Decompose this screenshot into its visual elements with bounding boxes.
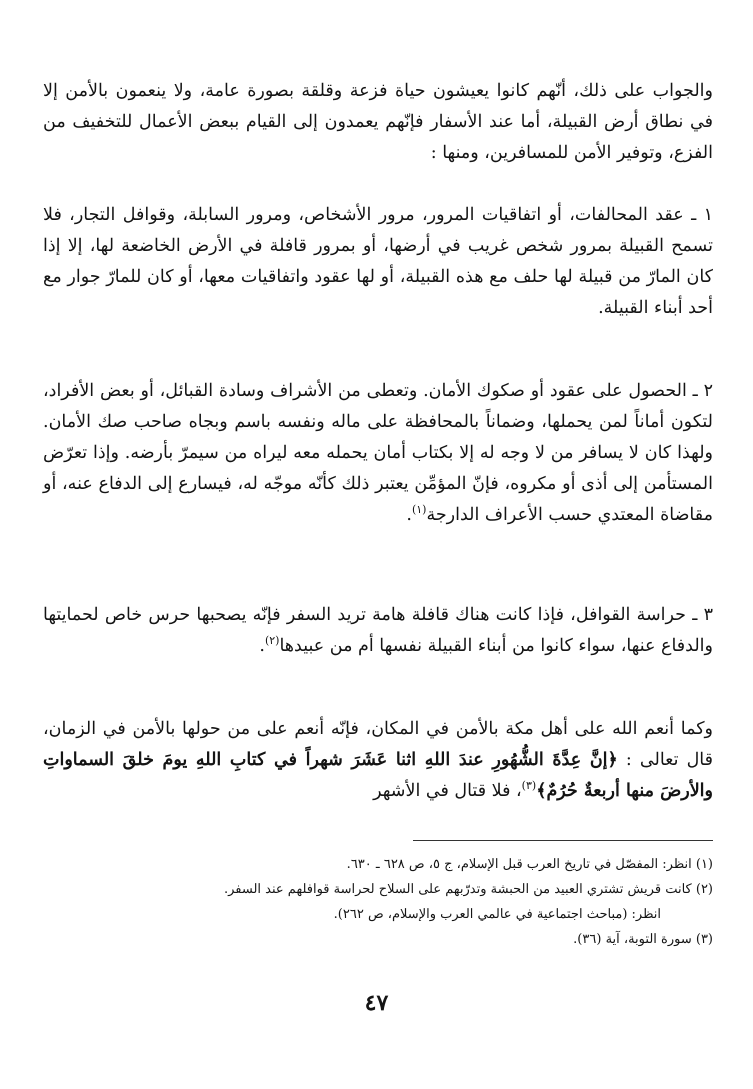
list-item — [43, 200, 713, 324]
item-text: حراسة القوافل، فإذا كانت هناك قافلة هامة تريد السفر فإنّه يصحبها حرس خاص لحمايتها والدفاع عنها، سواء كانوا من أبناء القبيلة نفسها أم من عبيدها — [43, 605, 713, 656]
footnote-2-reference: انظر: (مباحث اجتماعية في عالمي العرب والإسلام، ص ٢٦٢). — [333, 907, 661, 922]
footnote-3: (٣) سورة التوبة، آية (٣٦). — [573, 932, 713, 947]
list-item — [43, 376, 713, 531]
footnote-reference: (٣) — [521, 779, 537, 793]
footnote-1: (١) انظر: المفصّل في تاريخ العرب قبل الإسلام، ج ٥، ص ٦٢٨ ـ ٦٣٠. — [346, 857, 713, 872]
quran-quote: ﴿إنَّ عِدَّةَ الشُّهُورِ عندَ اللهِ اثنا عَشَرَ شهراً في كتابِ اللهِ يومَ خلقَ السماواتِ والأرضَ منها أربعةٌ حُرُمٌ﴾ — [43, 750, 713, 801]
footnotes — [43, 852, 713, 952]
item-text: عقد المحالفات، أو اتفاقيات المرور، مرور الأشخاص، ومرور السابلة، وقوافل التجار، فلا تسمح القبيلة بمرور شخص غريب في أرضها، أو بمرور قافلة في الأرض الخاضعة لها، إلا إذا كان المارّ من قبيلة لها حلف مع هذه القبيلة، أو لها عقود واتفاقيات معها، أو كان للمارّ جوار مع أحد أبناء القبيلة. — [43, 205, 713, 318]
item-number: ١ ـ — [691, 205, 713, 225]
item-end-punctuation: . — [406, 505, 412, 525]
closing-text-before: وكما أنعم الله على أهل مكة بالأمن في المكان، فإنّه أنعم على من حولها بالأمن في الزمان، قال تعالى : — [43, 719, 713, 770]
page-number: ٤٧ — [364, 990, 389, 1016]
intro-paragraph: والجواب على ذلك، أنّهم كانوا يعيشون حياة فزعة وقلقة بصورة عامة، ولا ينعمون بالأمن إلا في نطاق أرض القبيلة، أما عند الأسفار فإنّهم يعمدون إلى القيام ببعض الأعمال للتخفيف من الفزع، وتوفير الأمن للمسافرين، ومنها : — [43, 81, 713, 163]
footnote-reference: (٢) — [264, 634, 280, 648]
list-item — [43, 600, 713, 662]
footnote-2: (٢) كانت قريش تشتري العبيد من الحبشة وتدرّبهم على السلاح لحراسة قوافلهم عند السفر. — [223, 882, 713, 897]
footnote-reference: (١) — [411, 503, 427, 517]
closing-paragraph — [43, 714, 713, 807]
item-number: ٢ ـ — [692, 381, 713, 401]
item-number: ٣ ـ — [692, 605, 713, 625]
footnote-divider — [413, 840, 713, 841]
item-end-punctuation: . — [259, 636, 265, 656]
item-text: الحصول على عقود أو صكوك الأمان. وتعطى من الأشراف وسادة القبائل، أو بعض الأفراد، لتكون أماناً لمن يحملها، وضماناً بالمحافظة على ماله ونفسه باسم وبجاه صاحب صك الأمان. ولهذا كان لا يسافر من لا وجه له إلا بكتاب أمان يحمله معه ليراه من سيمرّ بأرضه. وإذا تعرّض المستأمن إلى أذى أو مكروه، فإنّ المؤمِّن يعتبر ذلك كأنّه موجّه له، فيسارع إلى الدفاع عنه، أو مقاضاة المعتدي حسب الأعراف الدارجة — [43, 381, 713, 525]
closing-text-after: ، فلا قتال في الأشهر — [373, 781, 522, 801]
